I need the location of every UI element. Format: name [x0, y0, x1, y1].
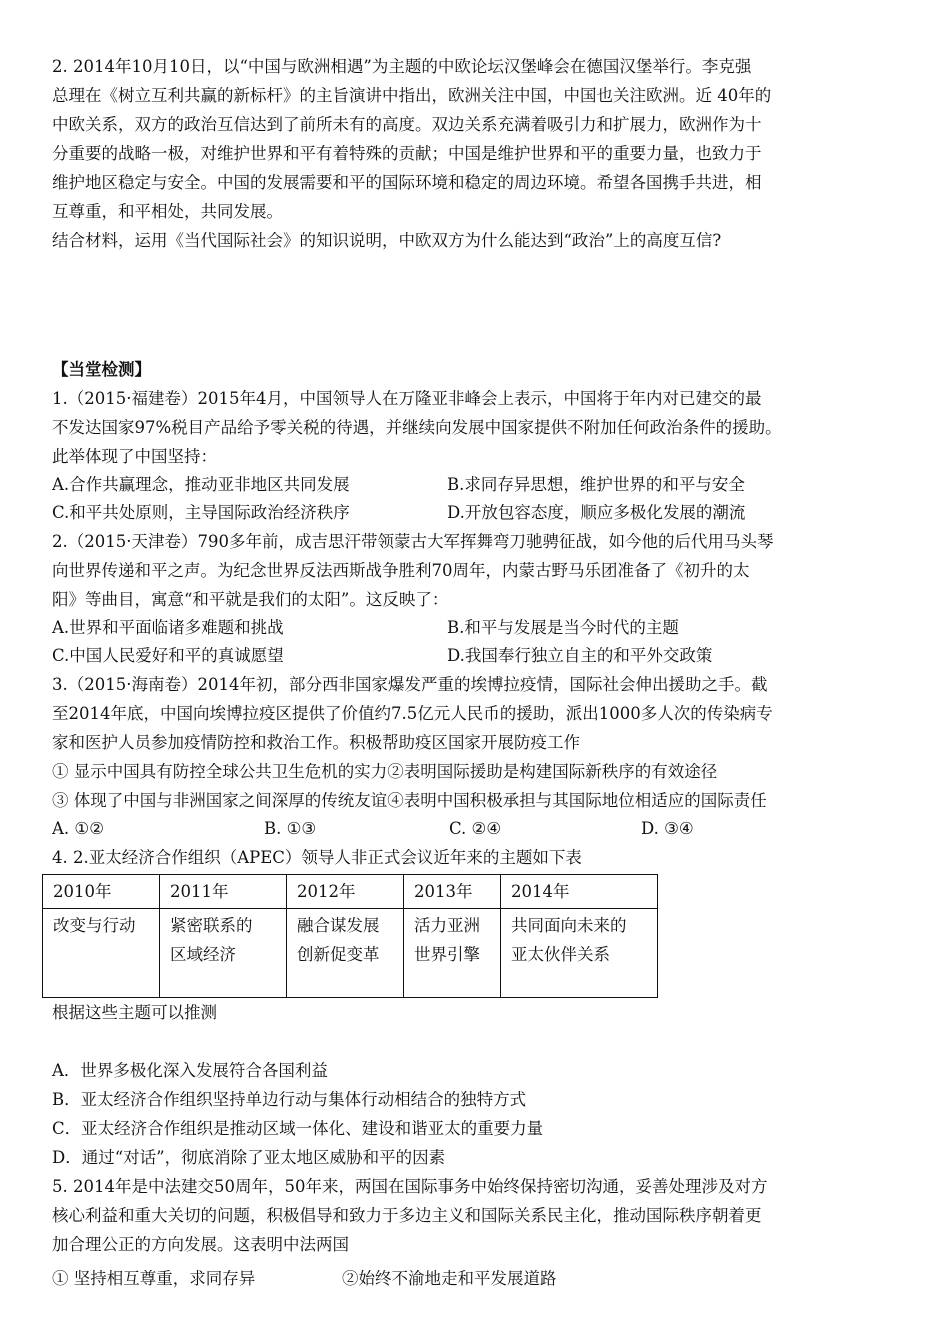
table-cell: 共同面向未来的 亚太伙伴关系	[501, 909, 658, 998]
option-a: A．世界多极化深入发展符合各国利益	[52, 1061, 328, 1080]
question-1	[52, 384, 902, 527]
option-d: D.开放包容态度，顺应多极化发展的潮流	[447, 503, 746, 522]
answer-space	[52, 255, 902, 355]
table-header: 2014年	[501, 875, 658, 909]
option-c: C. ②④	[449, 819, 502, 838]
text-line: 2. 2014年10月10日，以“中国与欧洲相遇”为主题的中欧论坛汉堡峰会在德国汉堡举行。李克强	[52, 57, 752, 76]
options-row	[52, 642, 902, 670]
text-line: 阳》等曲目，寓意“和平就是我们的太阳”。这反映了：	[52, 590, 449, 609]
options-row	[52, 614, 902, 642]
text-line: 至2014年底，中国向埃博拉疫区提供了价值约7.5亿元人民币的援助，派出1000多人次的传染病专	[52, 704, 773, 723]
text-line: 1.（2015·福建卷）2015年4月，中国领导人在万隆亚非峰会上表示，中国将于年内对已建交的最	[52, 389, 762, 408]
statement-line: ① 显示中国具有防控全球公共卫生危机的实力②表明国际援助是构建国际新秩序的有效途径	[52, 762, 718, 781]
text-line: 5. 2014年是中法建交50周年，50年来，两国在国际事务中始终保持密切沟通，妥善处理涉及对方	[52, 1177, 768, 1196]
option-b: B.和平与发展是当今时代的主题	[447, 618, 679, 637]
option-c: C.中国人民爱好和平的真诚愿望	[52, 646, 284, 665]
question-4	[52, 843, 902, 1172]
option-b: B. ①③	[264, 819, 317, 838]
option-a: A.合作共赢理念，推动亚非地区共同发展	[52, 475, 350, 494]
text-line: 2.（2015·天津卷）790多年前，成吉思汗带领蒙古大军挥舞弯刀驰骋征战，如今他的后代用马头琴	[52, 532, 774, 551]
option-d: D．通过“对话”，彻底消除了亚太地区威胁和平的因素	[52, 1148, 446, 1167]
material-question-2	[52, 52, 902, 255]
table-cell: 活力亚洲 世界引擎	[404, 909, 501, 998]
document-page	[52, 52, 902, 1293]
question-prompt: 结合材料，运用《当代国际社会》的知识说明，中欧双方为什么能达到“政治”上的高度互信?	[52, 231, 722, 250]
options-row	[52, 499, 902, 527]
text-line: 加合理公正的方向发展。这表明中法两国	[52, 1235, 349, 1254]
text-line: 此举体现了中国坚持：	[52, 447, 217, 466]
apec-theme-table	[42, 874, 658, 998]
table-cell: 改变与行动	[43, 909, 160, 998]
text-line: 向世界传递和平之声。为纪念世界反法西斯战争胜利70周年，内蒙古野马乐团准备了《初升的太	[52, 561, 750, 580]
option-c: C．亚太经济合作组织是推动区域一体化、建设和谐亚太的重要力量	[52, 1119, 544, 1138]
table-cell: 紧密联系的 区域经济	[160, 909, 287, 998]
section-title: 【当堂检测】	[52, 360, 151, 379]
text-line: 中欧关系，双方的政治互信达到了前所未有的高度。双边关系充满着吸引力和扩展力，欧洲作为十	[52, 115, 762, 134]
options-row	[52, 815, 902, 843]
text-line: 核心利益和重大关切的问题，积极倡导和致力于多边主义和国际关系民主化，推动国际秩序朝着更	[52, 1206, 762, 1225]
text-line: 分重要的战略一极，对维护世界和平有着特殊的贡献；中国是维护世界和平的重要力量，也致力于	[52, 144, 762, 163]
option-b: B.求同存异思想，维护世界的和平与安全	[447, 475, 745, 494]
statement-line: ③ 体现了中国与非洲国家之间深厚的传统友谊④表明中国积极承担与其国际地位相适应的国际责任	[52, 791, 767, 810]
table-header: 2010年	[43, 875, 160, 909]
options-row	[52, 471, 902, 499]
table-header: 2012年	[287, 875, 404, 909]
question-3	[52, 670, 902, 843]
text-line: 总理在《树立互利共赢的新标杆》的主旨演讲中指出，欧洲关注中国，中国也关注欧洲。近 40年的	[52, 86, 772, 105]
text-line: 互尊重，和平相处，共同发展。	[52, 202, 283, 221]
question-5	[52, 1172, 902, 1293]
statement-1: ① 坚持相互尊重，求同存异	[52, 1269, 256, 1288]
text-line: 家和医护人员参加疫情防控和救治工作。积极帮助疫区国家开展防疫工作	[52, 733, 580, 752]
option-d: D. ③④	[641, 819, 694, 838]
text-line: 根据这些主题可以推测	[52, 1003, 217, 1022]
table-header: 2011年	[160, 875, 287, 909]
option-c: C.和平共处原则，主导国际政治经济秩序	[52, 503, 350, 522]
text-line: 3.（2015·海南卷）2014年初，部分西非国家爆发严重的埃博拉疫情，国际社会伸出援助之手。截	[52, 675, 768, 694]
table-cell: 融合谋发展 创新促变革	[287, 909, 404, 998]
text-line: 不发达国家97%税目产品给予零关税的待遇，并继续向发展中国家提供不附加任何政治条件的援助。	[52, 418, 782, 437]
option-a: A.世界和平面临诸多难题和挑战	[52, 618, 284, 637]
option-b: B．亚太经济合作组织坚持单边行动与集体行动相结合的独特方式	[52, 1090, 527, 1109]
text-line: 维护地区稳定与安全。中国的发展需要和平的国际环境和稳定的周边环境。希望各国携手共进，相	[52, 173, 762, 192]
question-2	[52, 527, 902, 670]
text-line: 4. 2.亚太经济合作组织（APEC）领导人非正式会议近年来的主题如下表	[52, 848, 582, 867]
option-d: D.我国奉行独立自主的和平外交政策	[447, 646, 713, 665]
table-header: 2013年	[404, 875, 501, 909]
statement-2: ②始终不渝地走和平发展道路	[342, 1269, 557, 1288]
option-a: A. ①②	[52, 819, 104, 838]
statements-row	[52, 1265, 902, 1293]
